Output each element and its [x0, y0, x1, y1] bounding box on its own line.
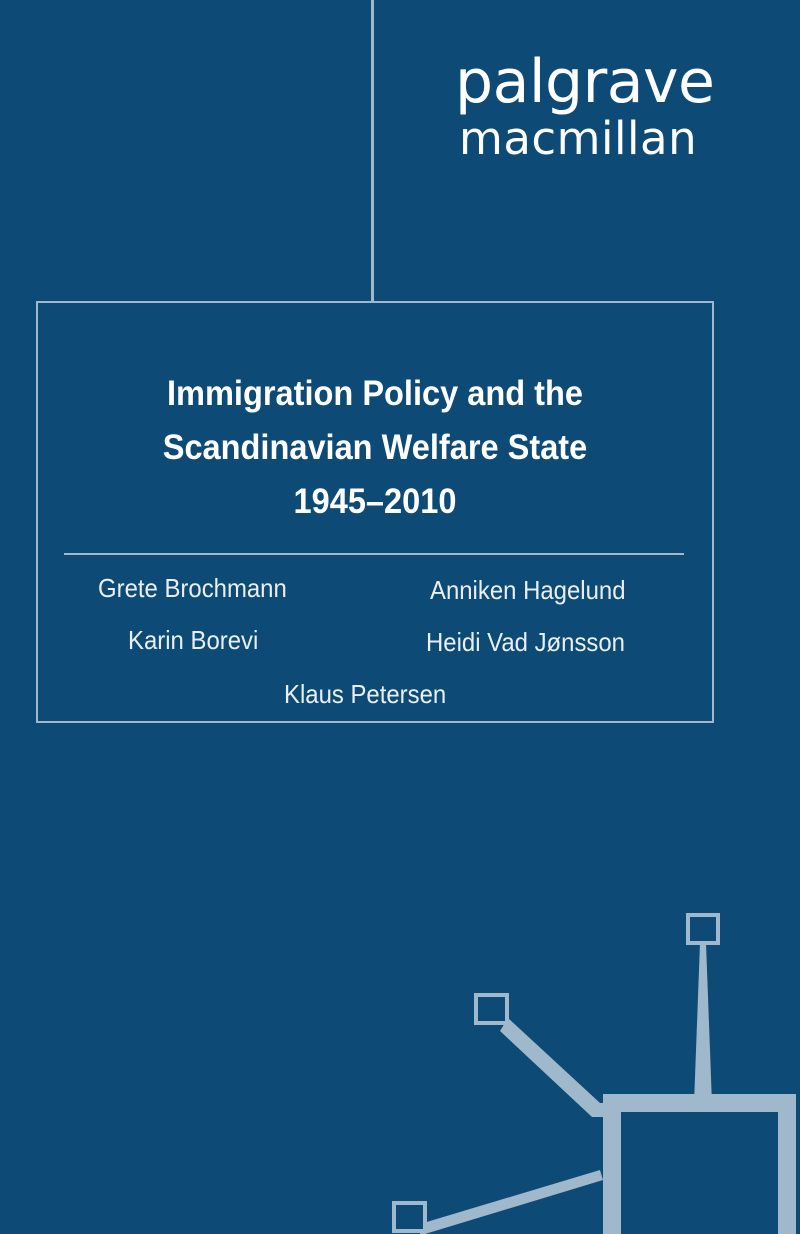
- book-title-line-1: Immigration Policy and the: [166, 374, 583, 413]
- publisher-logo-line-1: palgrave: [455, 47, 715, 117]
- node-square-upper-right: [688, 915, 718, 943]
- book-title-line-2: Scandinavian Welfare State: [162, 428, 588, 467]
- node-square-bottom-left: [394, 1203, 425, 1231]
- node-square-middle-left: [476, 995, 507, 1023]
- publisher-logo-line-2: macmillan: [459, 112, 698, 165]
- branch-vertical: [694, 943, 712, 1104]
- hub-square-outline: [612, 1103, 787, 1234]
- author-name: Heidi Vad Jønsson: [426, 627, 625, 657]
- author-name: Anniken Hagelund: [430, 575, 626, 605]
- book-title-line-3: 1945–2010: [293, 482, 457, 521]
- branch-diagonal: [500, 1018, 619, 1117]
- author-name: Karin Borevi: [128, 625, 259, 655]
- author-name: Klaus Petersen: [284, 679, 447, 709]
- author-name: Grete Brochmann: [98, 573, 287, 603]
- branch-lower-left: [420, 1170, 603, 1234]
